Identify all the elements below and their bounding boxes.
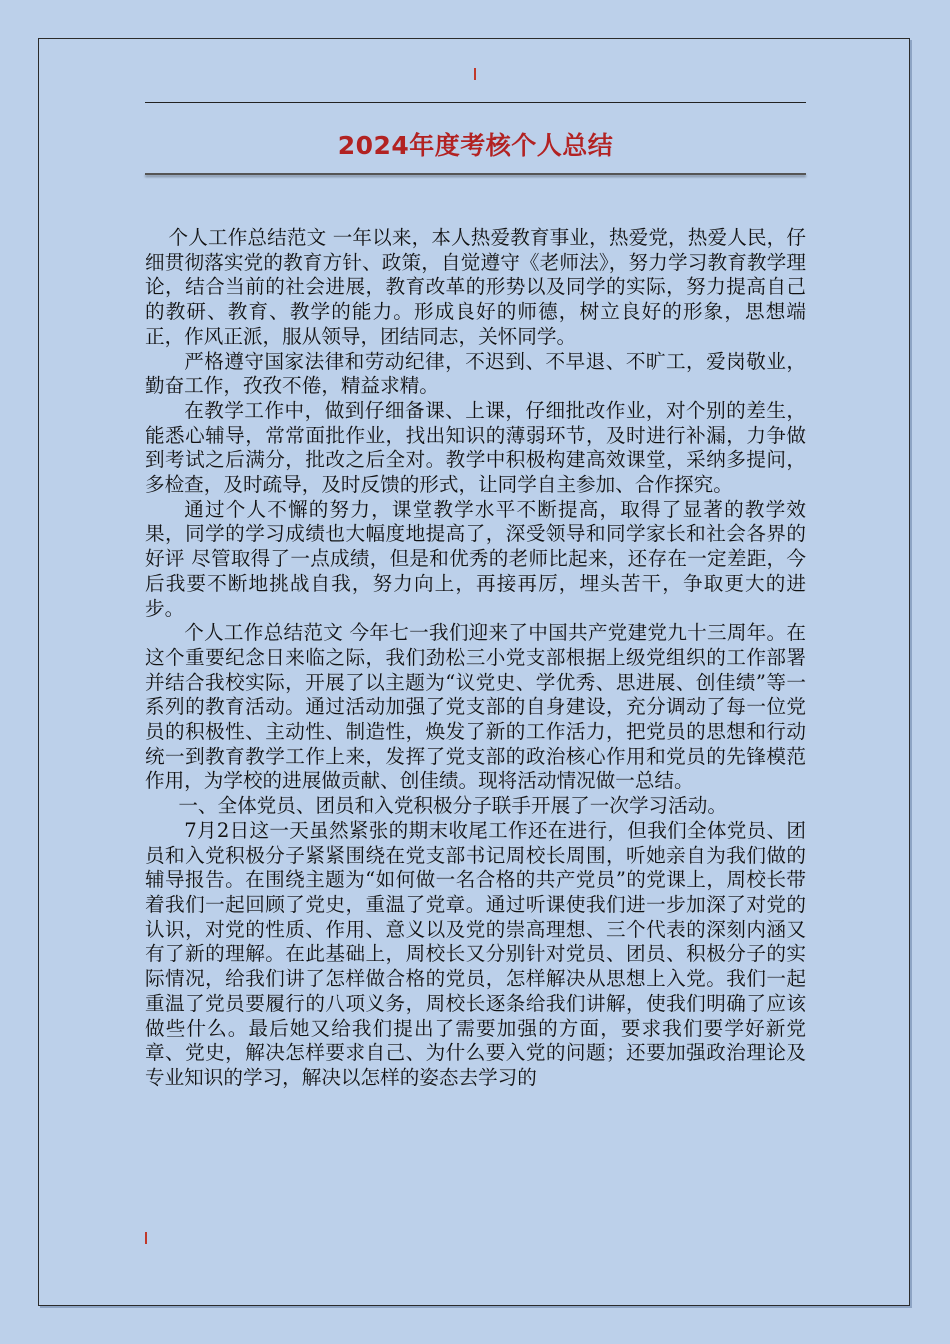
header-mark: [474, 68, 476, 80]
paragraph: 7月2日这一天虽然紧张的期末收尾工作还在进行，但我们全体党员、团员和入党积极分子紧紧围绕在党支部书记周校长周围，听她亲自为我们做的辅导报告。在围绕主题为“如何做一名合格的共产党员”的党课上，周校长带着我们一起回顾了党史，重温了党章。通过听课使我们进一步加深了对党的认识，对党的性质、作用、意义以及党的崇高理想、三个代表的深刻内涵又有了新的理解。在此基础上，周校长又分别针对党员、团员、积极分子的实际情况，给我们讲了怎样做合格的党员，怎样解决从思想上入党。我们一起重温了党员要履行的八项义务，周校长逐条给我们讲解，使我们明确了应该做些什么。最后她又给我们提出了需要加强的方面，要求我们要学好新党章、党史，解决怎样要求自己、为什么要入党的问题；还要加强政治理论及专业知识的学习，解决以怎样的姿态去学习的: [145, 818, 806, 1089]
document-title: 2024年度考核个人总结: [337, 131, 614, 160]
footer-mark: [145, 1232, 147, 1244]
header-rule: [145, 102, 806, 103]
paragraph: 个人工作总结范文 一年以来，本人热爱教育事业，热爱党，热爱人民，仔细贯彻落实党的教育方针、政策，自觉遵守《老师法》，努力学习教育教学理论，结合当前的社会进展，教育改革的形势以及同学的实际，努力提高自己的教研、教育、教学的能力。形成良好的师德，树立良好的形象，思想端正，作风正派，服从领导，团结同志，关怀同学。: [145, 226, 806, 348]
paragraph: 在教学工作中，做到仔细备课、上课，仔细批改作业，对个别的差生，能悉心辅导，常常面批作业，找出知识的薄弱环节，及时进行补漏，力争做到考试之后满分，批改之后全对。教学中积极构建高效课堂，采纳多提问，多检查，及时疏导，及时反馈的形式，让同学自主参加、合作探究。: [145, 398, 806, 497]
paragraph: 严格遵守国家法律和劳动纪律，不迟到、不早退、不旷工，爱岗敬业，勤奋工作，孜孜不倦，精益求精。: [145, 349, 806, 398]
paragraph: 个人工作总结范文 今年七一我们迎来了中国共产党建党九十三周年。在这个重要纪念日来临之际，我们劲松三小党支部根据上级党组织的工作部署并结合我校实际，开展了以主题为“议党史、学优秀、思进展、创佳绩”等一系列的教育活动。通过活动加强了党支部的自身建设，充分调动了每一位党员的积极性、主动性、制造性，焕发了新的工作活力，把党员的思想和行动统一到教育教学工作上来，发挥了党支部的政治核心作用和党员的先锋模范作用，为学校的进展做贡献、创佳绩。现将活动情况做一总结。: [145, 621, 806, 793]
paragraph: 通过个人不懈的努力，课堂教学水平不断提高，取得了显著的教学效果，同学的学习成绩也大幅度地提高了，深受领导和同学家长和社会各界的好评 尽管取得了一点成绩，但是和优秀的老师比起来，还存在一定差距，今后我要不断地挑战自我，努力向上，再接再厉，埋头苦干，争取更大的进步。: [145, 497, 806, 620]
document-body: [145, 226, 806, 1091]
title-rule: [145, 173, 806, 175]
section-heading: 一、全体党员、团员和入党积极分子联手开展了一次学习活动。: [178, 794, 727, 818]
